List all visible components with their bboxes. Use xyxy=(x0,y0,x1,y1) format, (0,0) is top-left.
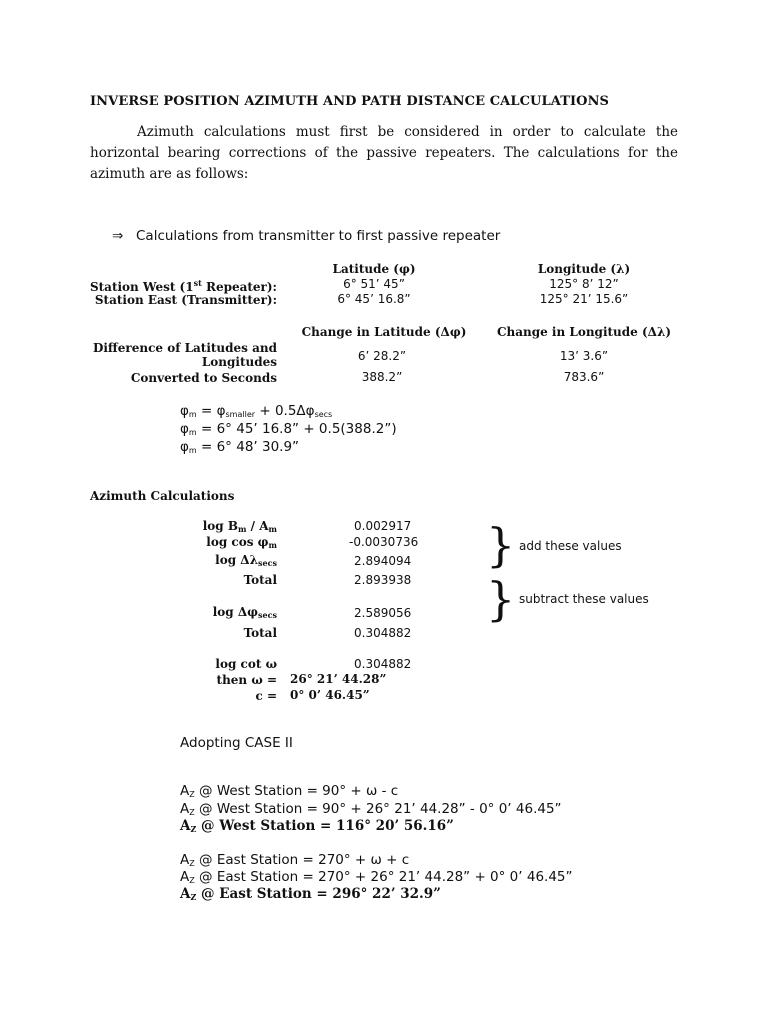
station-west-lon: 125° 8’ 12” xyxy=(549,277,619,291)
station-east-lon: 125° 21’ 15.6” xyxy=(539,292,629,306)
station-east-label: Station East (Transmitter): xyxy=(94,293,277,307)
bullet-text: Calculations from transmitter to first passive repeater xyxy=(136,228,501,244)
station-east-lat: 6° 45’ 16.8” xyxy=(337,292,411,306)
right-double-arrow-icon: ⇒ xyxy=(112,228,124,244)
page-heading: INVERSE POSITION AZIMUTH AND PATH DISTANCE CALCULATIONS xyxy=(90,94,610,109)
az-row-total-2: Total xyxy=(243,626,277,640)
difference-lat: 6’ 28.2” xyxy=(357,349,407,363)
add-values-note: add these values xyxy=(519,539,622,553)
az-value-omega: 26° 21’ 44.28” xyxy=(290,672,387,686)
converted-lat: 388.2” xyxy=(361,370,403,384)
az-row-c: c = xyxy=(255,689,277,703)
az-row-log-dphi: $\log \Delta\varphi_{secs}$ xyxy=(212,605,277,620)
station-west-lat: 6° 51’ 45” xyxy=(343,277,405,291)
west-az-line-2: $A_Z$ @ West Station = 90° + 26° 21’ 44.28” - 0° 0’ 46.45” xyxy=(180,801,562,817)
subtract-values-note: subtract these values xyxy=(519,592,649,606)
az-value-log-cot: 0.304882 xyxy=(354,657,412,671)
azimuth-title: Azimuth Calculations xyxy=(90,489,235,503)
east-az-result: $A_Z$ @ East Station = 296° 22’ 32.9” xyxy=(180,886,441,902)
add-brace-icon: } xyxy=(486,518,516,572)
az-row-log-dlambda: $\log \Delta\lambda_{secs}$ xyxy=(215,553,277,568)
west-az-line-1: $A_Z$ @ West Station = 90° + ω - c xyxy=(180,783,399,799)
difference-lon: 13’ 3.6” xyxy=(559,349,609,363)
converted-label: Converted to Seconds xyxy=(130,371,277,385)
phi-m-formula-2: $\varphi_m = 6^\circ$ 45’ 16.8” + 0.5(388.2”) xyxy=(180,421,397,437)
az-row-log-cot: log cot ω xyxy=(215,657,277,671)
az-value-log-dlambda: 2.894094 xyxy=(354,554,412,568)
az-row-total-1: Total xyxy=(243,573,277,587)
subtract-brace-icon: } xyxy=(486,572,516,626)
az-value-total-2: 0.304882 xyxy=(354,626,412,640)
latitude-header: Latitude (φ) xyxy=(332,262,416,276)
adopting-case: Adopting CASE II xyxy=(180,735,293,751)
change-lon-header: Change in Longitude (Δλ) xyxy=(496,325,672,339)
converted-lon: 783.6” xyxy=(563,370,605,384)
phi-m-formula-1: $\varphi_m = \varphi_{smaller} + 0.5\Delta\varphi_{secs}$ xyxy=(180,403,333,419)
change-lat-header: Change in Latitude (Δφ) xyxy=(301,325,467,339)
bullet-line xyxy=(112,228,500,244)
az-value-log-cos: -0.0030736 xyxy=(349,535,419,549)
difference-label-line2: Longitudes xyxy=(201,355,277,369)
az-value-log-dphi: 2.589056 xyxy=(354,606,412,620)
intro-paragraph xyxy=(90,122,678,185)
az-value-c: 0° 0’ 46.45” xyxy=(290,688,370,702)
az-row-log-bm-am: $\log B_m / A_m$ xyxy=(202,519,277,534)
east-az-line-2: $A_Z$ @ East Station = 270° + 26° 21’ 44.28” + 0° 0’ 46.45” xyxy=(180,869,573,885)
west-az-result: $A_Z$ @ West Station = 116° 20’ 56.16” xyxy=(180,818,454,834)
longitude-header: Longitude (λ) xyxy=(537,262,631,276)
az-value-log-bm-am: 0.002917 xyxy=(354,519,412,533)
difference-label-line1: Difference of Latitudes and xyxy=(92,341,277,355)
az-row-then-omega: then ω = xyxy=(216,673,277,687)
az-row-log-cos: $\log \cos \varphi_m$ xyxy=(206,535,277,550)
station-west-label: Station West (1st Repeater): xyxy=(89,278,277,294)
intro-text: Azimuth calculations must first be considered in order to calculate the horizontal bearing corrections of the passive repeaters. The calculations for the azimuth are as follows: xyxy=(90,124,678,182)
east-az-line-1: $A_Z$ @ East Station = 270° + ω + c xyxy=(180,852,410,868)
az-value-total-1: 2.893938 xyxy=(354,573,412,587)
phi-m-formula-3: $\varphi_m = 6^\circ$ 48’ 30.9” xyxy=(180,439,300,455)
